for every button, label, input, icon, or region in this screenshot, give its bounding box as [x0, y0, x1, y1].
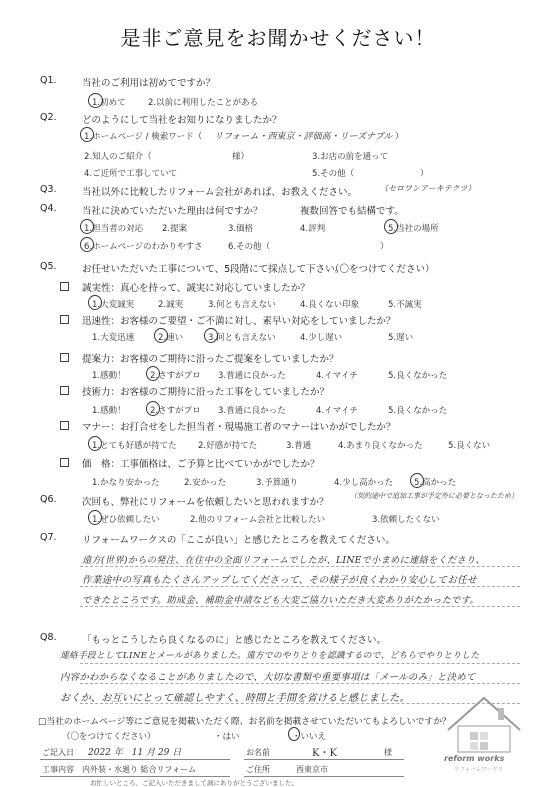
- logo-subtext: リフォームワークス: [454, 767, 504, 773]
- q5-item-option: 1.感動！: [92, 371, 126, 381]
- answer-line: [80, 586, 520, 587]
- q6-number: Q6.: [40, 494, 57, 505]
- q5-item-option: 3.何とも言えない: [208, 300, 276, 310]
- q2-option-1-answer: リフォーム・西東京・評価高・リーズナブル: [214, 132, 393, 142]
- q5-number: Q5.: [40, 261, 57, 272]
- q3-question: 当社以外に比較したリフォーム会社があれば、お教えください。: [82, 187, 358, 198]
- footer-notice-1: お忙しいところ、ご記入いただきまして誠にありがとうございました。: [90, 779, 298, 787]
- q7-number: Q7.: [40, 532, 57, 543]
- q5-item-option: 5.良くなかった: [388, 406, 448, 416]
- q5-item-option: 5.遅い: [388, 333, 414, 343]
- q3-number: Q3.: [40, 184, 57, 195]
- q2-option-1: 1.ホームページ / 検索ワード（: [84, 132, 203, 142]
- q1-option-2: 2.以前に利用したことがある: [148, 98, 259, 108]
- q5-item-title: 迅速性：お客様のご要望・ご不満に対し、素早い対応をしていましたか？: [82, 316, 396, 327]
- checkbox: [60, 353, 69, 362]
- q5-item-option: 4.良くない印象: [300, 300, 360, 310]
- q4-option-3: 3.価格: [228, 224, 254, 234]
- selection-circle: [88, 510, 102, 525]
- q6-option-2: 2.他のリフォーム会社と比較したい: [190, 515, 326, 525]
- name-value: K・K: [312, 748, 337, 759]
- q1-option-1: 1.初めて: [92, 98, 126, 108]
- q2-option-2-suffix: 様）: [232, 152, 250, 162]
- q5-item-option: 4.あまり良くなかった: [338, 441, 423, 451]
- q5-item-title: マナー：お打合せをした担当者・現場施工者のマナーはいかがでしたか？: [82, 422, 396, 433]
- q4-option-7: 6.その他（: [228, 242, 271, 252]
- q5-item-option: 3.普通に良かった: [218, 371, 286, 381]
- checkbox: [60, 315, 69, 324]
- name-label: お名前: [246, 748, 270, 757]
- answer-line: [80, 683, 520, 684]
- q8-question: 「もっとこうしたら良くなるのに」と感じたところを教えてください。: [82, 635, 387, 646]
- q7-answer-line: 作業途中の写真もたくさんアップしてくださって、その様子が良くわかり安心してお任せ: [82, 575, 477, 586]
- q5-item-option: 4.少し高かった: [334, 478, 394, 488]
- q5-item-option: 1.とても好感が持てた: [92, 441, 177, 451]
- q3-answer: （セロワンアーキテクツ）: [380, 184, 476, 193]
- selection-circle: [384, 219, 398, 234]
- q2-option-3: 3.お店の前を通って: [312, 152, 389, 162]
- q5-item-option: 4.少し遅い: [300, 333, 343, 343]
- selection-circle: [88, 295, 102, 310]
- q5-item-option: 2.速い: [158, 333, 184, 343]
- publish-no: ・いいえ: [292, 732, 327, 742]
- q6-option-3: 3.依頼したくない: [372, 515, 440, 525]
- q5-item-option: 2.安かった: [184, 478, 227, 488]
- q4-option-2: 2.提案: [162, 224, 188, 234]
- logo-text: reform works: [444, 754, 505, 763]
- q2-question: どのようにして当社をお知りになりましたか？: [82, 115, 282, 126]
- page-title: 是非ご意見をお聞かせください！: [120, 26, 436, 50]
- q5-item-option: 4.イマイチ: [316, 406, 358, 416]
- field-underline: [40, 759, 230, 760]
- q2-number: Q2.: [40, 112, 57, 123]
- checkbox: [60, 421, 69, 430]
- q5-item-option: 5.高かった: [414, 478, 457, 488]
- q7-answer-line: できたところです。助成金、補助金申請なども大変ご協力いただき大変ありがたかったです。: [82, 595, 479, 606]
- date-label: ご記入日: [42, 748, 74, 757]
- q4-option-7-close: ）: [380, 242, 389, 252]
- q5-item-title: 提案力：お客様のご期待に沿ったご提案をしていましたか？: [82, 354, 339, 365]
- q5-item-option: 5.不誠実: [388, 300, 422, 310]
- selection-circle: [88, 436, 102, 451]
- selection-circle: [80, 127, 94, 142]
- q5-item-title: 技術力：お客様のご期待に沿った工事をしていましたか？: [82, 387, 330, 398]
- address-value: 西東京市: [296, 765, 328, 774]
- selection-circle: [146, 401, 160, 416]
- q4-option-1: 1.担当者の対応: [84, 224, 144, 234]
- publish-yes: ・はい: [214, 732, 240, 742]
- answer-line: [80, 606, 520, 607]
- q8-answer-line: おくか、お互いにとって確認しやすく、時間と手間を省けると感じました。: [60, 693, 410, 704]
- q6-option-1: 1.ぜひ依頼したい: [92, 515, 160, 525]
- work-label: 工事内容: [42, 765, 74, 774]
- q5-item-option: 5.良くない: [448, 441, 491, 451]
- q4-option-4: 4.評判: [300, 224, 326, 234]
- selection-circle: [204, 328, 218, 343]
- q1-question: 当社のご利用は初めてですか？: [82, 78, 216, 89]
- q4-note: 複数回答でも結構です。: [300, 206, 404, 217]
- publish-question: □当社のホームページ等にご意見を掲載いただく際、お名前を掲載させていただいてもよろしいですか？: [38, 717, 451, 727]
- q2-option-2: 2.知人のご紹介（: [84, 152, 152, 162]
- q5-item-option: 2.好感が持てた: [198, 441, 258, 451]
- q5-item-title: 誠実性：真心を持って、誠実に対応していましたか？: [82, 283, 310, 294]
- date-value: 2022 年 11 月 29 日: [88, 748, 182, 758]
- q8-number: Q8.: [40, 632, 57, 643]
- checkbox: [60, 386, 69, 395]
- q5-item-option: 3.普通: [286, 441, 312, 451]
- q2-option-4: 4.ご近所で工事していて: [84, 169, 178, 179]
- q5-item-option: 3.予算通り: [256, 478, 299, 488]
- q5-question: お任せいただいた工事について、5段階にて採点して下さい。: [82, 264, 345, 275]
- q7-answer-line: 遠方(世界)からの発注、在住中の全面リフォームでしたが、LINEで小まめに連絡をくださり、: [82, 555, 485, 566]
- q8-answer-line: 内容かわからなくなることがありましたので、大切な書類や重要事項は「メールのみ」と決めて: [60, 672, 476, 683]
- q5-item-option: 1.感動！: [92, 406, 126, 416]
- q6-question: 次回も、弊社にリフォームを依頼したいと思われますか？: [82, 497, 329, 508]
- field-underline: [244, 759, 404, 760]
- q2-option-5: 5.その他（: [312, 169, 355, 179]
- q5-item-option: 2.さすがプロ: [150, 406, 201, 416]
- q2-option-1-close: ）: [395, 132, 404, 142]
- q5-note: （〇をつけてください）: [330, 264, 435, 275]
- q4-option-5: 5.当社の場所: [388, 224, 439, 234]
- q1-number: Q1.: [40, 75, 57, 86]
- selection-circle: [410, 473, 424, 488]
- answer-line: [80, 566, 520, 567]
- selection-circle: [88, 93, 103, 108]
- checkbox: [60, 458, 69, 467]
- q4-option-6: 6.ホームページのわかりやすさ: [84, 242, 203, 252]
- address-label: ご住所: [246, 765, 270, 774]
- publish-note: （〇をつけてください）: [62, 732, 156, 742]
- q5-item-option: 2.誠実: [158, 300, 184, 310]
- q8-answer-line: 連絡手段としてLINEとメールがありました。遠方でのやりとりを認識するので、どちらでやりとりした: [60, 651, 480, 661]
- q5-item-option: 1.大変誠実: [92, 300, 135, 310]
- name-suffix: 様: [384, 748, 392, 757]
- q5-item-option: 3.何とも言えない: [208, 333, 276, 343]
- house-logo-icon: [440, 690, 528, 754]
- selection-circle: [288, 727, 300, 741]
- q5-item-option: 1.かなり安かった: [92, 478, 160, 488]
- company-logo: [440, 690, 528, 780]
- selection-circle: [80, 237, 94, 252]
- work-value: 内外装・水廻り 総合リフォーム: [82, 765, 197, 774]
- q5-item-option: 5.良くなかった: [388, 371, 448, 381]
- field-underline: [40, 776, 230, 777]
- q2-option-5-close: ）: [420, 169, 429, 179]
- answer-line: [80, 663, 520, 664]
- q5-item-title: 価 格：工事価格は、ご予算と比べていかがでしたか？: [82, 459, 320, 470]
- q5-item-option: 2.さすがプロ: [150, 371, 201, 381]
- q4-question: 当社に決めていただいた理由は何ですか？: [82, 206, 263, 217]
- selection-circle: [146, 366, 160, 381]
- field-underline: [244, 776, 404, 777]
- q5-item-option: 3.普通に良かった: [218, 406, 286, 416]
- q5-item-option: 1.大変迅速: [92, 333, 135, 343]
- selection-circle: [80, 219, 94, 234]
- q7-question: リフォームワークスの「ここが良い」と感じたところを教えてください。: [82, 535, 395, 546]
- selection-circle: [154, 328, 168, 343]
- q5-item-option: 4.イマイチ: [316, 371, 358, 381]
- checkbox: [60, 282, 69, 291]
- q4-number: Q4.: [40, 203, 57, 214]
- q6-answer-note: （契約途中で追加工事が予定外に必要となったため）: [350, 492, 518, 500]
